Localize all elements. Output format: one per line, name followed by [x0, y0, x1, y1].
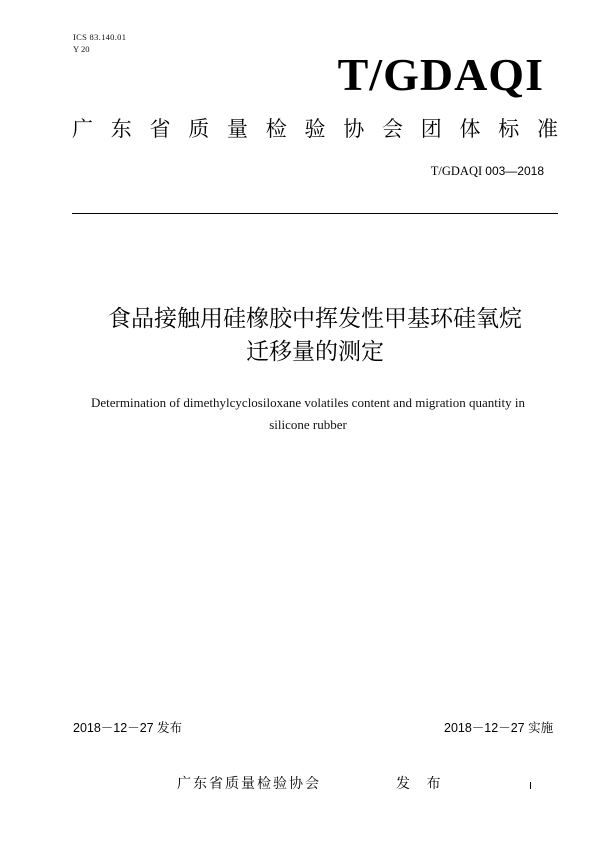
- standard-mark: T/GDAQI: [337, 49, 544, 100]
- title-char: 东: [110, 117, 132, 141]
- publish-label: 发 布: [396, 776, 447, 792]
- title-char: 质: [188, 117, 210, 141]
- title-char: 团: [420, 117, 442, 141]
- standard-number: [431, 164, 544, 179]
- chinese-title-line-2: 迁移量的测定: [246, 339, 384, 365]
- issue-date: [73, 718, 182, 736]
- publisher-name: 广东省质量检验协会: [177, 776, 321, 792]
- title-char: 广: [72, 117, 93, 141]
- association-standard-title: [72, 114, 558, 144]
- page-marker: [530, 782, 531, 789]
- implementation-date-label: 实施: [528, 720, 554, 735]
- title-char: 省: [149, 117, 171, 141]
- ccs-code: Y 20: [73, 44, 90, 54]
- title-char: 量: [227, 117, 248, 141]
- english-title-line-2: silicone rubber: [269, 417, 347, 432]
- english-title: [0, 392, 600, 436]
- chinese-title-line-1: 食品接触用硅橡胶中挥发性甲基环硅氧烷: [108, 306, 522, 332]
- english-title-line-1: Determination of dimethylcyclosiloxane volatiles content and migration quantity in: [91, 395, 525, 410]
- header-divider: [72, 213, 558, 214]
- chinese-title: [0, 303, 600, 369]
- title-char: 检: [265, 117, 287, 141]
- implementation-date-value: 2018－12－27: [444, 721, 525, 735]
- implementation-date: [444, 718, 553, 736]
- title-char: 体: [459, 117, 481, 141]
- title-char: 验: [304, 117, 326, 141]
- title-char: 会: [382, 117, 403, 141]
- standard-number-prefix: T/GDAQI: [430, 164, 483, 178]
- title-char: 准: [537, 117, 558, 141]
- issue-date-value: 2018－12－27: [73, 721, 154, 735]
- title-char: 标: [498, 117, 520, 141]
- issue-date-label: 发布: [157, 720, 183, 735]
- title-char: 协: [343, 117, 365, 141]
- ics-code: ICS 83.140.01: [73, 32, 127, 42]
- standard-number-value: 003—2018: [485, 164, 544, 178]
